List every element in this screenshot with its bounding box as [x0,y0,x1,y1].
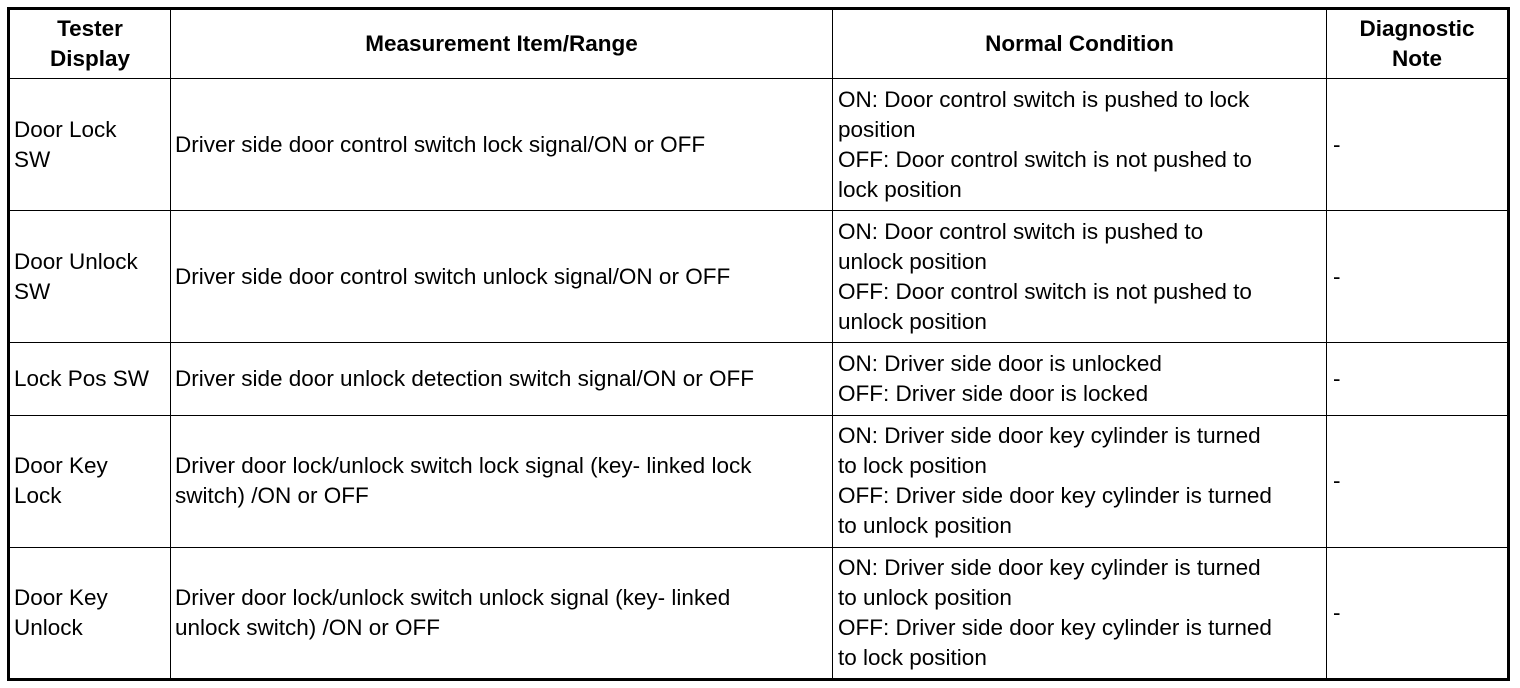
cell-text-line: switch) /ON or OFF [175,483,369,509]
cell-text-line: OFF: Door control switch is not pushed to [838,146,1252,172]
cell-normal-condition [833,79,1327,211]
cell-text-line: OFF: Driver side door key cylinder is turned [838,483,1272,509]
cell-normal-condition [833,547,1327,679]
cell-measurement-item [171,415,833,547]
header-tester-display [9,9,171,79]
cell-text-line: position [838,116,916,142]
cell-text-line: Driver side door unlock detection switch signal/ON or OFF [175,365,754,391]
header-normal-condition [833,9,1327,79]
cell-text-line: Door Key [14,453,108,479]
header-text-line: Tester [57,16,123,41]
cell-text-line: Lock [14,483,62,509]
cell-normal-condition [833,211,1327,343]
table-header [9,9,1509,79]
cell-diagnostic-note: - [1327,415,1509,547]
cell-text-line: Door Key [14,584,108,610]
cell-text-line: OFF: Driver side door key cylinder is turned [838,614,1272,640]
table-row [9,547,1509,679]
cell-text-line: Driver door lock/unlock switch unlock signal (key- linked [175,584,731,610]
cell-text-line: lock position [838,176,962,202]
table-row [9,343,1509,415]
header-text-line: Measurement Item/Range [365,31,638,56]
header-text-line: Normal Condition [985,31,1174,56]
cell-text-line: to lock position [838,453,987,479]
cell-text-line: ON: Driver side door is unlocked [838,350,1162,376]
cell-text-line: Unlock [14,614,83,640]
cell-text-line: unlock position [838,308,987,334]
cell-text-line: unlock position [838,248,987,274]
cell-text-line: OFF: Driver side door is locked [838,380,1149,406]
cell-text-line: ON: Door control switch is pushed to lock [838,86,1250,112]
cell-tester-display [9,211,171,343]
cell-text-line: ON: Door control switch is pushed to [838,218,1204,244]
cell-diagnostic-note: - [1327,79,1509,211]
cell-text-line: to lock position [838,644,987,670]
cell-measurement-item [171,547,833,679]
header-text-line: Note [1392,46,1442,71]
cell-measurement-item [171,343,833,415]
table-row [9,211,1509,343]
cell-text-line: Door Unlock [14,248,138,274]
cell-normal-condition [833,343,1327,415]
header-diagnostic-note [1327,9,1509,79]
cell-text-line: Driver door lock/unlock switch lock signal (key- linked lock [175,453,752,479]
cell-text-line: unlock switch) /ON or OFF [175,614,441,640]
cell-tester-display [9,415,171,547]
header-text-line: Display [49,46,131,71]
cell-diagnostic-note: - [1327,547,1509,679]
cell-text-line: Lock Pos SW [14,365,150,391]
table-row [9,79,1509,211]
header-row [9,9,1509,79]
cell-text-line: Door Lock [14,116,117,142]
table-row [9,415,1509,547]
cell-measurement-item [171,79,833,211]
cell-text-line: to unlock position [838,584,1012,610]
cell-tester-display [9,79,171,211]
cell-text-line: OFF: Door control switch is not pushed to [838,278,1252,304]
header-text-line: Diagnostic [1359,16,1475,41]
cell-normal-condition [833,415,1327,547]
cell-text-line: Driver side door control switch lock signal/ON or OFF [175,131,706,157]
cell-tester-display [9,547,171,679]
header-measurement-item [171,9,833,79]
cell-text-line: Driver side door control switch unlock signal/ON or OFF [175,263,731,289]
cell-diagnostic-note: - [1327,211,1509,343]
cell-text-line: ON: Driver side door key cylinder is turned [838,554,1261,580]
cell-text-line: SW [14,278,51,304]
cell-text-line: to unlock position [838,513,1012,539]
cell-text-line: SW [14,146,51,172]
table-body [9,79,1509,680]
cell-tester-display [9,343,171,415]
cell-diagnostic-note: - [1327,343,1509,415]
cell-measurement-item [171,211,833,343]
specification-table [7,7,1510,681]
cell-text-line: ON: Driver side door key cylinder is turned [838,423,1261,449]
